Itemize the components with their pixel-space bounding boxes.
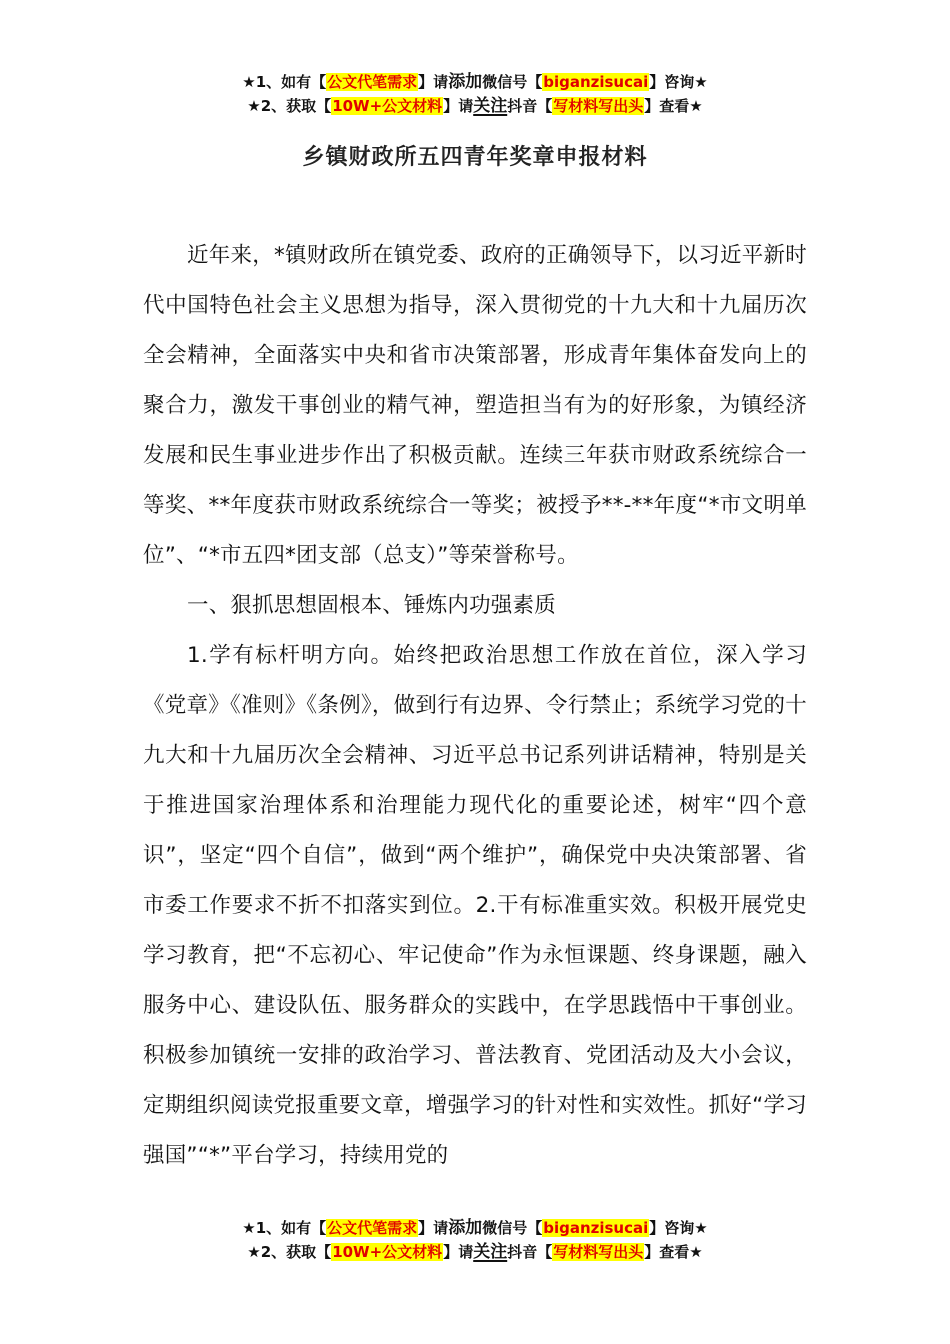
highlight-wechat-id: biganzisucai bbox=[543, 1219, 649, 1237]
promo-text: ★2、获取【 bbox=[247, 97, 332, 115]
promo-text: ★1、如有【 bbox=[242, 73, 327, 91]
promo-text: 微信号【 bbox=[482, 1219, 543, 1237]
emphasis-add: 添加 bbox=[448, 72, 483, 92]
promo-line-1 bbox=[0, 1216, 950, 1240]
promo-text: 抖音【 bbox=[507, 1243, 553, 1261]
promo-text: 微信号【 bbox=[482, 73, 543, 91]
promo-text: 】请 bbox=[443, 1243, 474, 1261]
promo-text: 】请 bbox=[418, 1219, 449, 1237]
highlight-douyin-account: 写材料写出头 bbox=[553, 1243, 644, 1261]
top-promo-banner bbox=[0, 70, 950, 118]
promo-text: ★1、如有【 bbox=[242, 1219, 327, 1237]
document-body bbox=[143, 231, 807, 1181]
highlight-wechat-id: biganzisucai bbox=[543, 73, 649, 91]
highlight-materials: 10W+公文材料 bbox=[332, 97, 443, 115]
bottom-promo-banner bbox=[0, 1216, 950, 1264]
promo-line-1 bbox=[0, 70, 950, 94]
paragraph-section-1: 1.学有标杆明方向。始终把政治思想工作放在首位，深入学习《党章》《准则》《条例》，做到行有边界、令行禁止；系统学习党的十九大和十九届历次全会精神、习近平总书记系列讲话精神，特别是关于推进国家治理体系和治理能力现代化的重要论述，树牢“四个意识”，坚定“四个自信”，做到“两个维护”，确保党中央决策部署、省市委工作要求不折不扣落实到位。2.干有标准重实效。积极开展党史学习教育，把“不忘初心、牢记使命”作为永恒课题、终身课题，融入服务中心、建设队伍、服务群众的实践中，在学思践悟中干事创业。积极参加镇统一安排的政治学习、普法教育、党团活动及大小会议，定期组织阅读党报重要文章，增强学习的针对性和实效性。抓好“学习强国”“*”平台学习，持续用党的 bbox=[143, 643, 807, 1168]
section-heading: 一、狠抓思想固根本、锤炼内功强素质 bbox=[187, 593, 556, 618]
promo-line-2 bbox=[0, 1240, 950, 1264]
emphasis-add: 添加 bbox=[448, 1218, 483, 1238]
document-title: 乡镇财政所五四青年奖章申报材料 bbox=[302, 145, 648, 170]
promo-text: 】咨询★ bbox=[649, 73, 708, 91]
promo-text: 】请 bbox=[443, 97, 474, 115]
promo-line-2 bbox=[0, 94, 950, 118]
promo-text: 】请 bbox=[418, 73, 449, 91]
paragraph-intro: 近年来，*镇财政所在镇党委、政府的正确领导下，以习近平新时代中国特色社会主义思想为指导，深入贯彻党的十九大和十九届历次全会精神，全面落实中央和省市决策部署，形成青年集体奋发向上的聚合力，激发干事创业的精气神，塑造担当有为的好形象，为镇经济发展和民生事业进步作出了积极贡献。连续三年获市财政系统综合一等奖、**年度获市财政系统综合一等奖；被授予**-**年度“*市文明单位”、“*市五四*团支部（总支）”等荣誉称号。 bbox=[143, 243, 807, 568]
promo-text: ★2、获取【 bbox=[247, 1243, 332, 1261]
emphasis-follow: 关注 bbox=[473, 1242, 508, 1262]
highlight-service: 公文代笔需求 bbox=[327, 1219, 418, 1237]
highlight-douyin-account: 写材料写出头 bbox=[553, 97, 644, 115]
emphasis-follow: 关注 bbox=[473, 96, 508, 116]
promo-text: 】查看★ bbox=[644, 97, 703, 115]
promo-text: 】咨询★ bbox=[649, 1219, 708, 1237]
highlight-materials: 10W+公文材料 bbox=[332, 1243, 443, 1261]
promo-text: 】查看★ bbox=[644, 1243, 703, 1261]
promo-text: 抖音【 bbox=[507, 97, 553, 115]
highlight-service: 公文代笔需求 bbox=[327, 73, 418, 91]
